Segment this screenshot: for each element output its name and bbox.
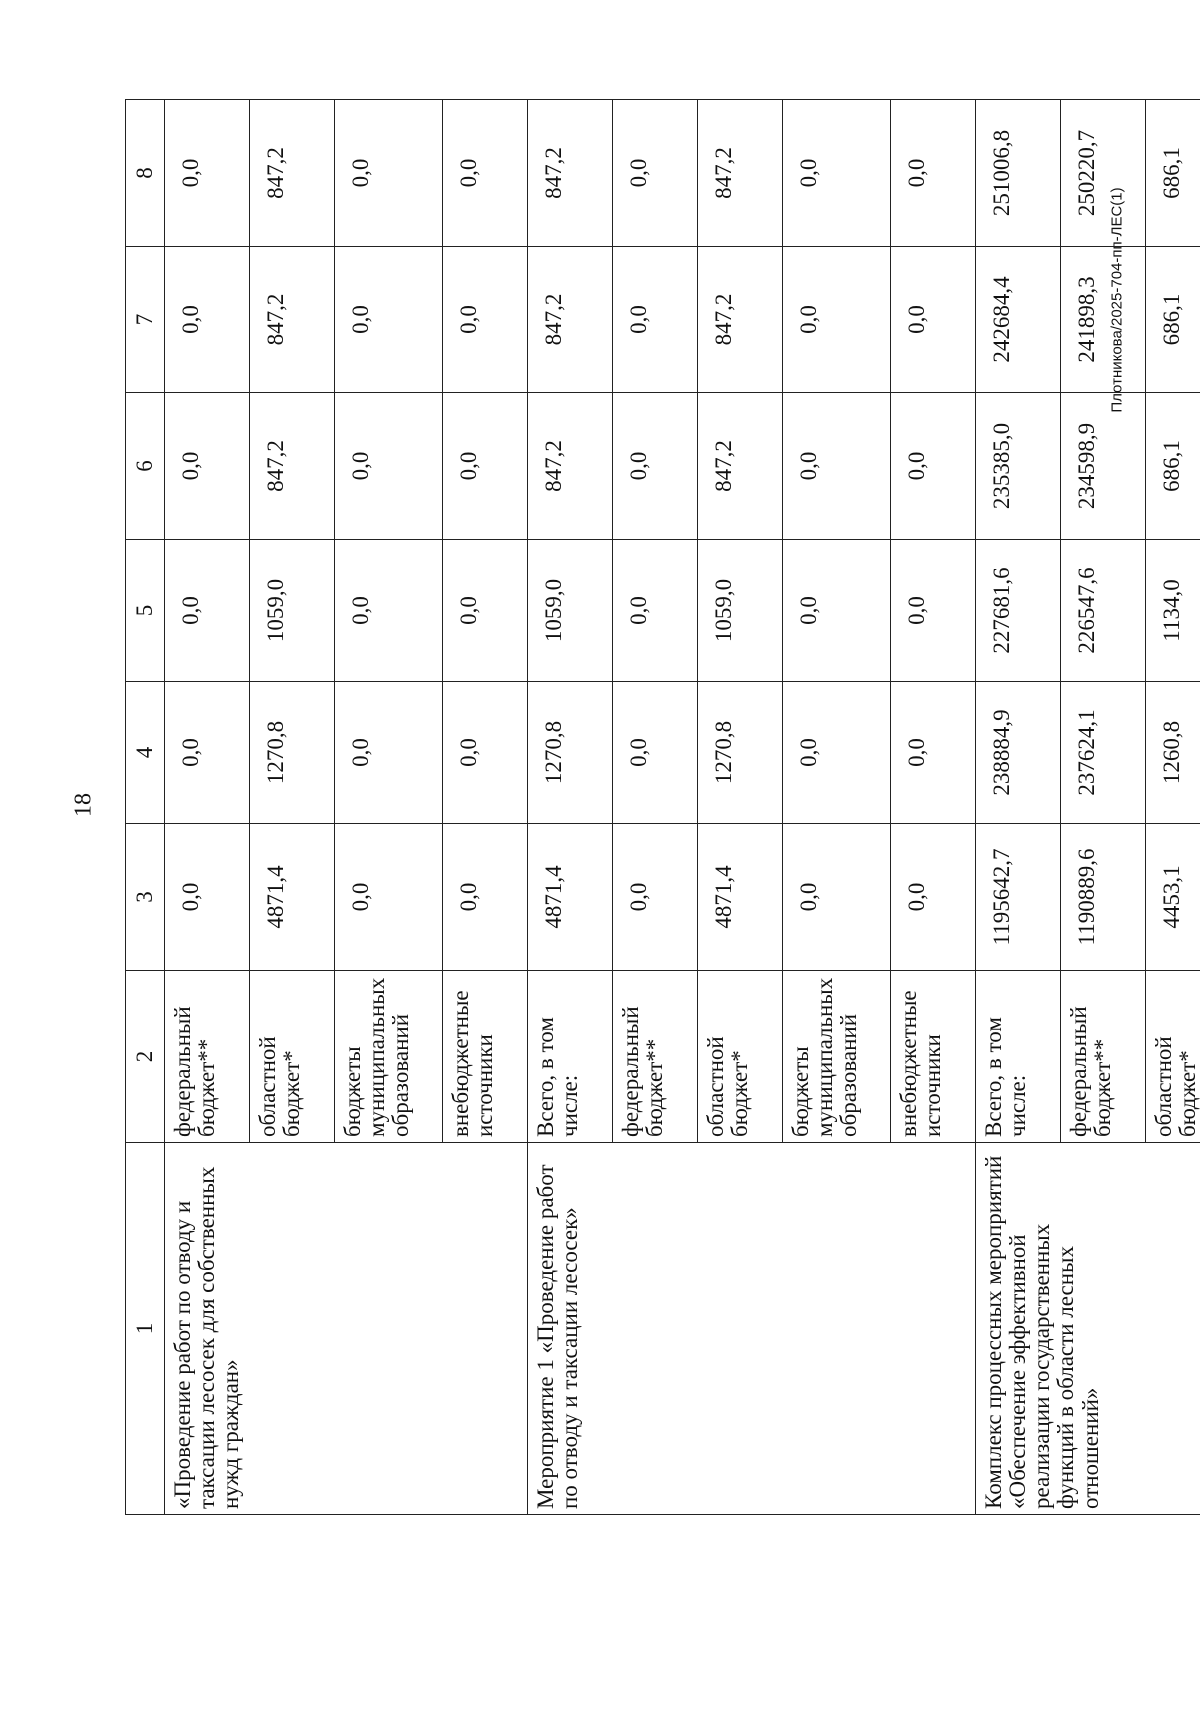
value-cell: 847,2 xyxy=(250,393,335,540)
header-cell: 1 xyxy=(126,1143,165,1515)
table-row xyxy=(165,100,250,1515)
value-cell: 1190889,6 xyxy=(1061,824,1146,971)
value-cell: 686,1 xyxy=(1146,393,1200,540)
value-cell: 4871,4 xyxy=(698,824,783,971)
funding-source: федеральный бюджет** xyxy=(613,971,698,1143)
value-cell: 1270,8 xyxy=(698,682,783,824)
value-cell: 1059,0 xyxy=(528,540,613,682)
table-row xyxy=(976,100,1061,1515)
value-cell: 686,1 xyxy=(1146,100,1200,247)
funding-source: федеральный бюджет** xyxy=(165,971,250,1143)
value-cell: 226547,6 xyxy=(1061,540,1146,682)
value-cell: 1270,8 xyxy=(528,682,613,824)
value-cell: 1059,0 xyxy=(698,540,783,682)
value-cell: 0,0 xyxy=(783,100,891,247)
value-cell: 1134,0 xyxy=(1146,540,1200,682)
value-cell: 0,0 xyxy=(165,540,250,682)
value-cell: 847,2 xyxy=(250,247,335,393)
value-cell: 235385,0 xyxy=(976,393,1061,540)
header-cell: 5 xyxy=(126,540,165,682)
value-cell: 0,0 xyxy=(165,824,250,971)
funding-source: федеральный бюджет** xyxy=(1061,971,1146,1143)
value-cell: 234598,9 xyxy=(1061,393,1146,540)
value-cell: 0,0 xyxy=(335,682,443,824)
page-number: 18 xyxy=(70,793,97,817)
value-cell: 0,0 xyxy=(613,824,698,971)
value-cell: 1195642,7 xyxy=(976,824,1061,971)
value-cell: 847,2 xyxy=(528,247,613,393)
funding-source: бюджеты муниципальных образований xyxy=(335,971,443,1143)
value-cell: 0,0 xyxy=(443,247,528,393)
value-cell: 0,0 xyxy=(783,393,891,540)
value-cell: 242684,4 xyxy=(976,247,1061,393)
funding-source: областной бюджет* xyxy=(698,971,783,1143)
funding-source: областной бюджет* xyxy=(1146,971,1200,1143)
value-cell: 0,0 xyxy=(783,824,891,971)
value-cell: 847,2 xyxy=(528,100,613,247)
value-cell: 0,0 xyxy=(335,824,443,971)
header-cell: 3 xyxy=(126,824,165,971)
value-cell: 0,0 xyxy=(443,540,528,682)
value-cell: 238884,9 xyxy=(976,682,1061,824)
value-cell: 0,0 xyxy=(165,393,250,540)
funding-source: внебюджетные источники xyxy=(891,971,976,1143)
value-cell: 0,0 xyxy=(613,540,698,682)
value-cell: 0,0 xyxy=(165,100,250,247)
value-cell: 1260,8 xyxy=(1146,682,1200,824)
value-cell: 0,0 xyxy=(891,393,976,540)
value-cell: 0,0 xyxy=(443,824,528,971)
measure-name: Мероприятие 1 «Проведение работ по отводу и таксации лесосек» xyxy=(528,1143,976,1515)
header-cell: 6 xyxy=(126,393,165,540)
value-cell: 0,0 xyxy=(783,247,891,393)
value-cell: 0,0 xyxy=(335,540,443,682)
value-cell: 0,0 xyxy=(335,100,443,247)
value-cell: 686,1 xyxy=(1146,247,1200,393)
table-row xyxy=(528,100,613,1515)
funding-source: областной бюджет* xyxy=(250,971,335,1143)
value-cell: 0,0 xyxy=(443,100,528,247)
table-wrapper xyxy=(125,100,1200,1515)
value-cell: 0,0 xyxy=(891,682,976,824)
value-cell: 0,0 xyxy=(613,247,698,393)
value-cell: 847,2 xyxy=(698,247,783,393)
value-cell: 0,0 xyxy=(165,247,250,393)
header-cell: 7 xyxy=(126,247,165,393)
value-cell: 4453,1 xyxy=(1146,824,1200,971)
funding-source: Всего, в том числе: xyxy=(976,971,1061,1143)
value-cell: 1270,8 xyxy=(250,682,335,824)
value-cell: 0,0 xyxy=(443,393,528,540)
value-cell: 1059,0 xyxy=(250,540,335,682)
value-cell: 227681,6 xyxy=(976,540,1061,682)
header-row xyxy=(126,100,165,1515)
value-cell: 0,0 xyxy=(783,540,891,682)
value-cell: 237624,1 xyxy=(1061,682,1146,824)
header-cell: 4 xyxy=(126,682,165,824)
value-cell: 0,0 xyxy=(613,393,698,540)
document-code: Плотникова/2025-704-пп-ЛЕС(1) xyxy=(1108,187,1126,413)
value-cell: 0,0 xyxy=(613,682,698,824)
value-cell: 847,2 xyxy=(698,393,783,540)
value-cell: 0,0 xyxy=(891,540,976,682)
measure-name: Комплекс процессных мероприятий «Обеспечение эффективной реализации государственных функций в области лесных отношений» xyxy=(976,1143,1200,1515)
funding-source: бюджеты муниципальных образований xyxy=(783,971,891,1143)
value-cell: 847,2 xyxy=(528,393,613,540)
measure-name: «Проведение работ по отводу и таксации лесосек для собственных нужд граждан» xyxy=(165,1143,528,1515)
value-cell: 0,0 xyxy=(783,682,891,824)
header-cell: 8 xyxy=(126,100,165,247)
value-cell: 0,0 xyxy=(335,393,443,540)
value-cell: 0,0 xyxy=(335,247,443,393)
value-cell: 250220,7 xyxy=(1061,100,1146,247)
budget-table xyxy=(125,99,1200,1515)
value-cell: 0,0 xyxy=(165,682,250,824)
value-cell: 4871,4 xyxy=(250,824,335,971)
value-cell: 847,2 xyxy=(698,100,783,247)
value-cell: 0,0 xyxy=(891,824,976,971)
value-cell: 251006,8 xyxy=(976,100,1061,247)
value-cell: 0,0 xyxy=(613,100,698,247)
funding-source: внебюджетные источники xyxy=(443,971,528,1143)
value-cell: 0,0 xyxy=(891,100,976,247)
funding-source: Всего, в том числе: xyxy=(528,971,613,1143)
value-cell: 4871,4 xyxy=(528,824,613,971)
value-cell: 0,0 xyxy=(443,682,528,824)
header-cell: 2 xyxy=(126,971,165,1143)
value-cell: 0,0 xyxy=(891,247,976,393)
value-cell: 241898,3 xyxy=(1061,247,1146,393)
value-cell: 847,2 xyxy=(250,100,335,247)
